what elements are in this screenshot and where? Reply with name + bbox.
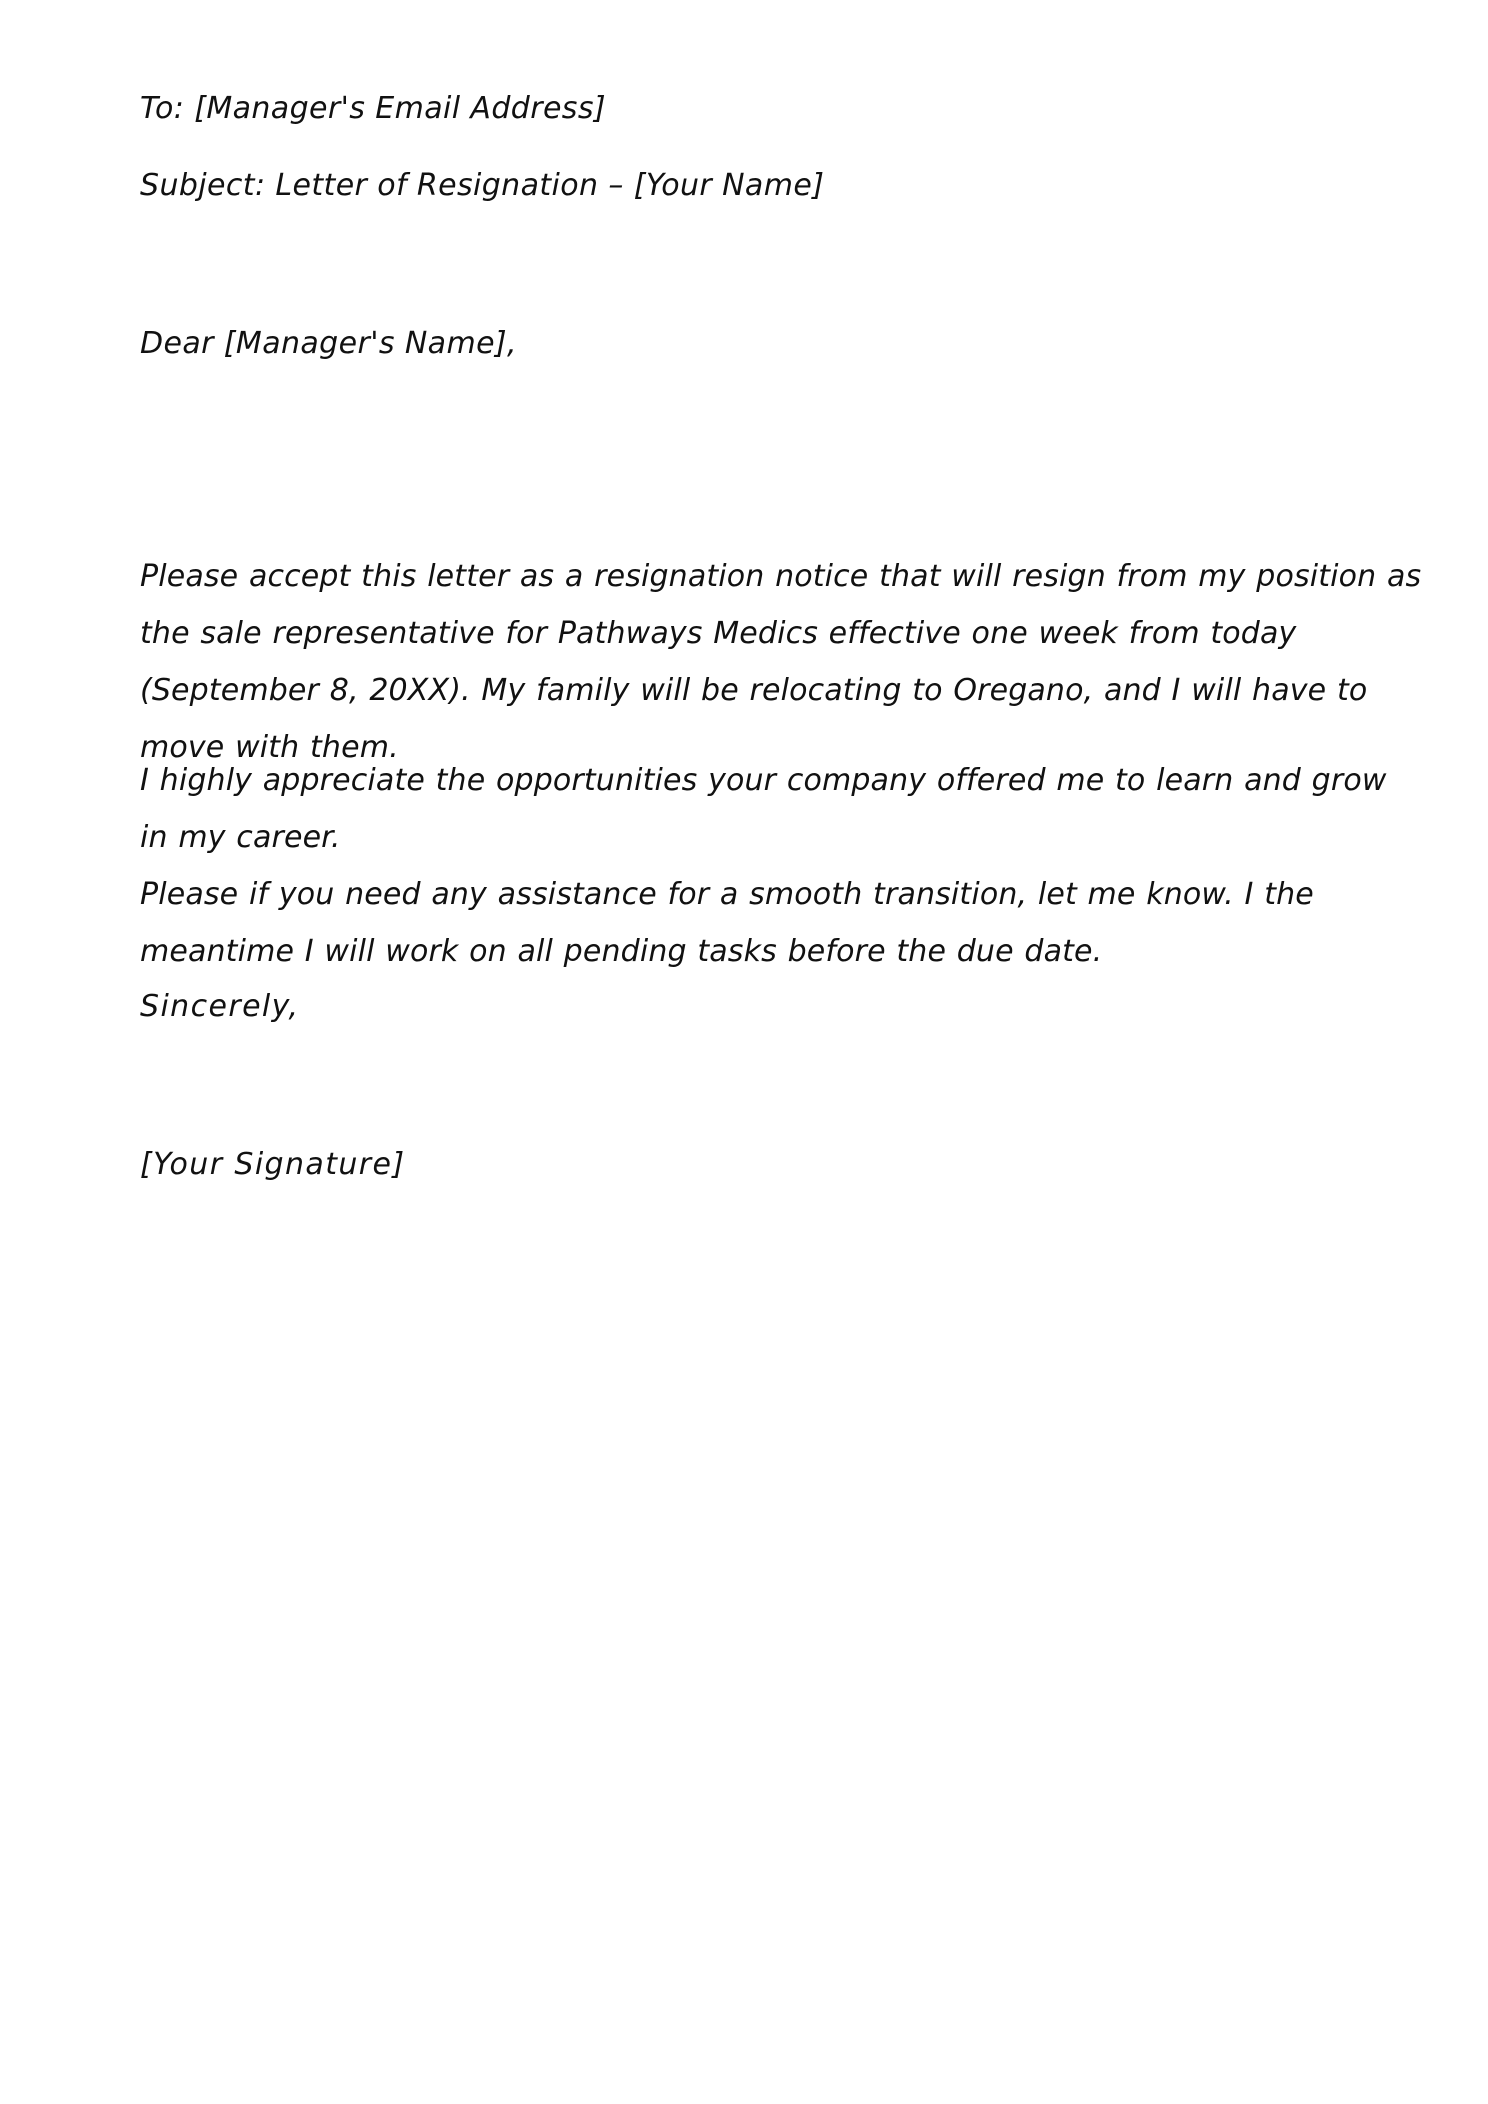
body-paragraph: Please if you need any assistance for a smooth transition, let me know. I the meantime I will work on all pending tasks before the due date.: [140, 877, 1314, 969]
body-paragraph: Please accept this letter as a resignation notice that will resign from my position as the sale representative for Pathways Medics effective one week from today (September 8, 20XX). My family will be relocating to Oregano, and I will have to move with them.: [140, 559, 1422, 765]
closing-line: Sincerely,: [140, 989, 300, 1024]
recipient-line: To: [Manager's Email Address]: [140, 91, 606, 126]
subject-line: Subject: Letter of Resignation – [Your Name]: [140, 168, 825, 203]
signature-placeholder: [Your Signature]: [140, 1147, 406, 1182]
salutation-line: Dear [Manager's Name],: [140, 326, 517, 361]
body-paragraph: I highly appreciate the opportunities your company offered me to learn and grow in my career.: [140, 763, 1387, 855]
